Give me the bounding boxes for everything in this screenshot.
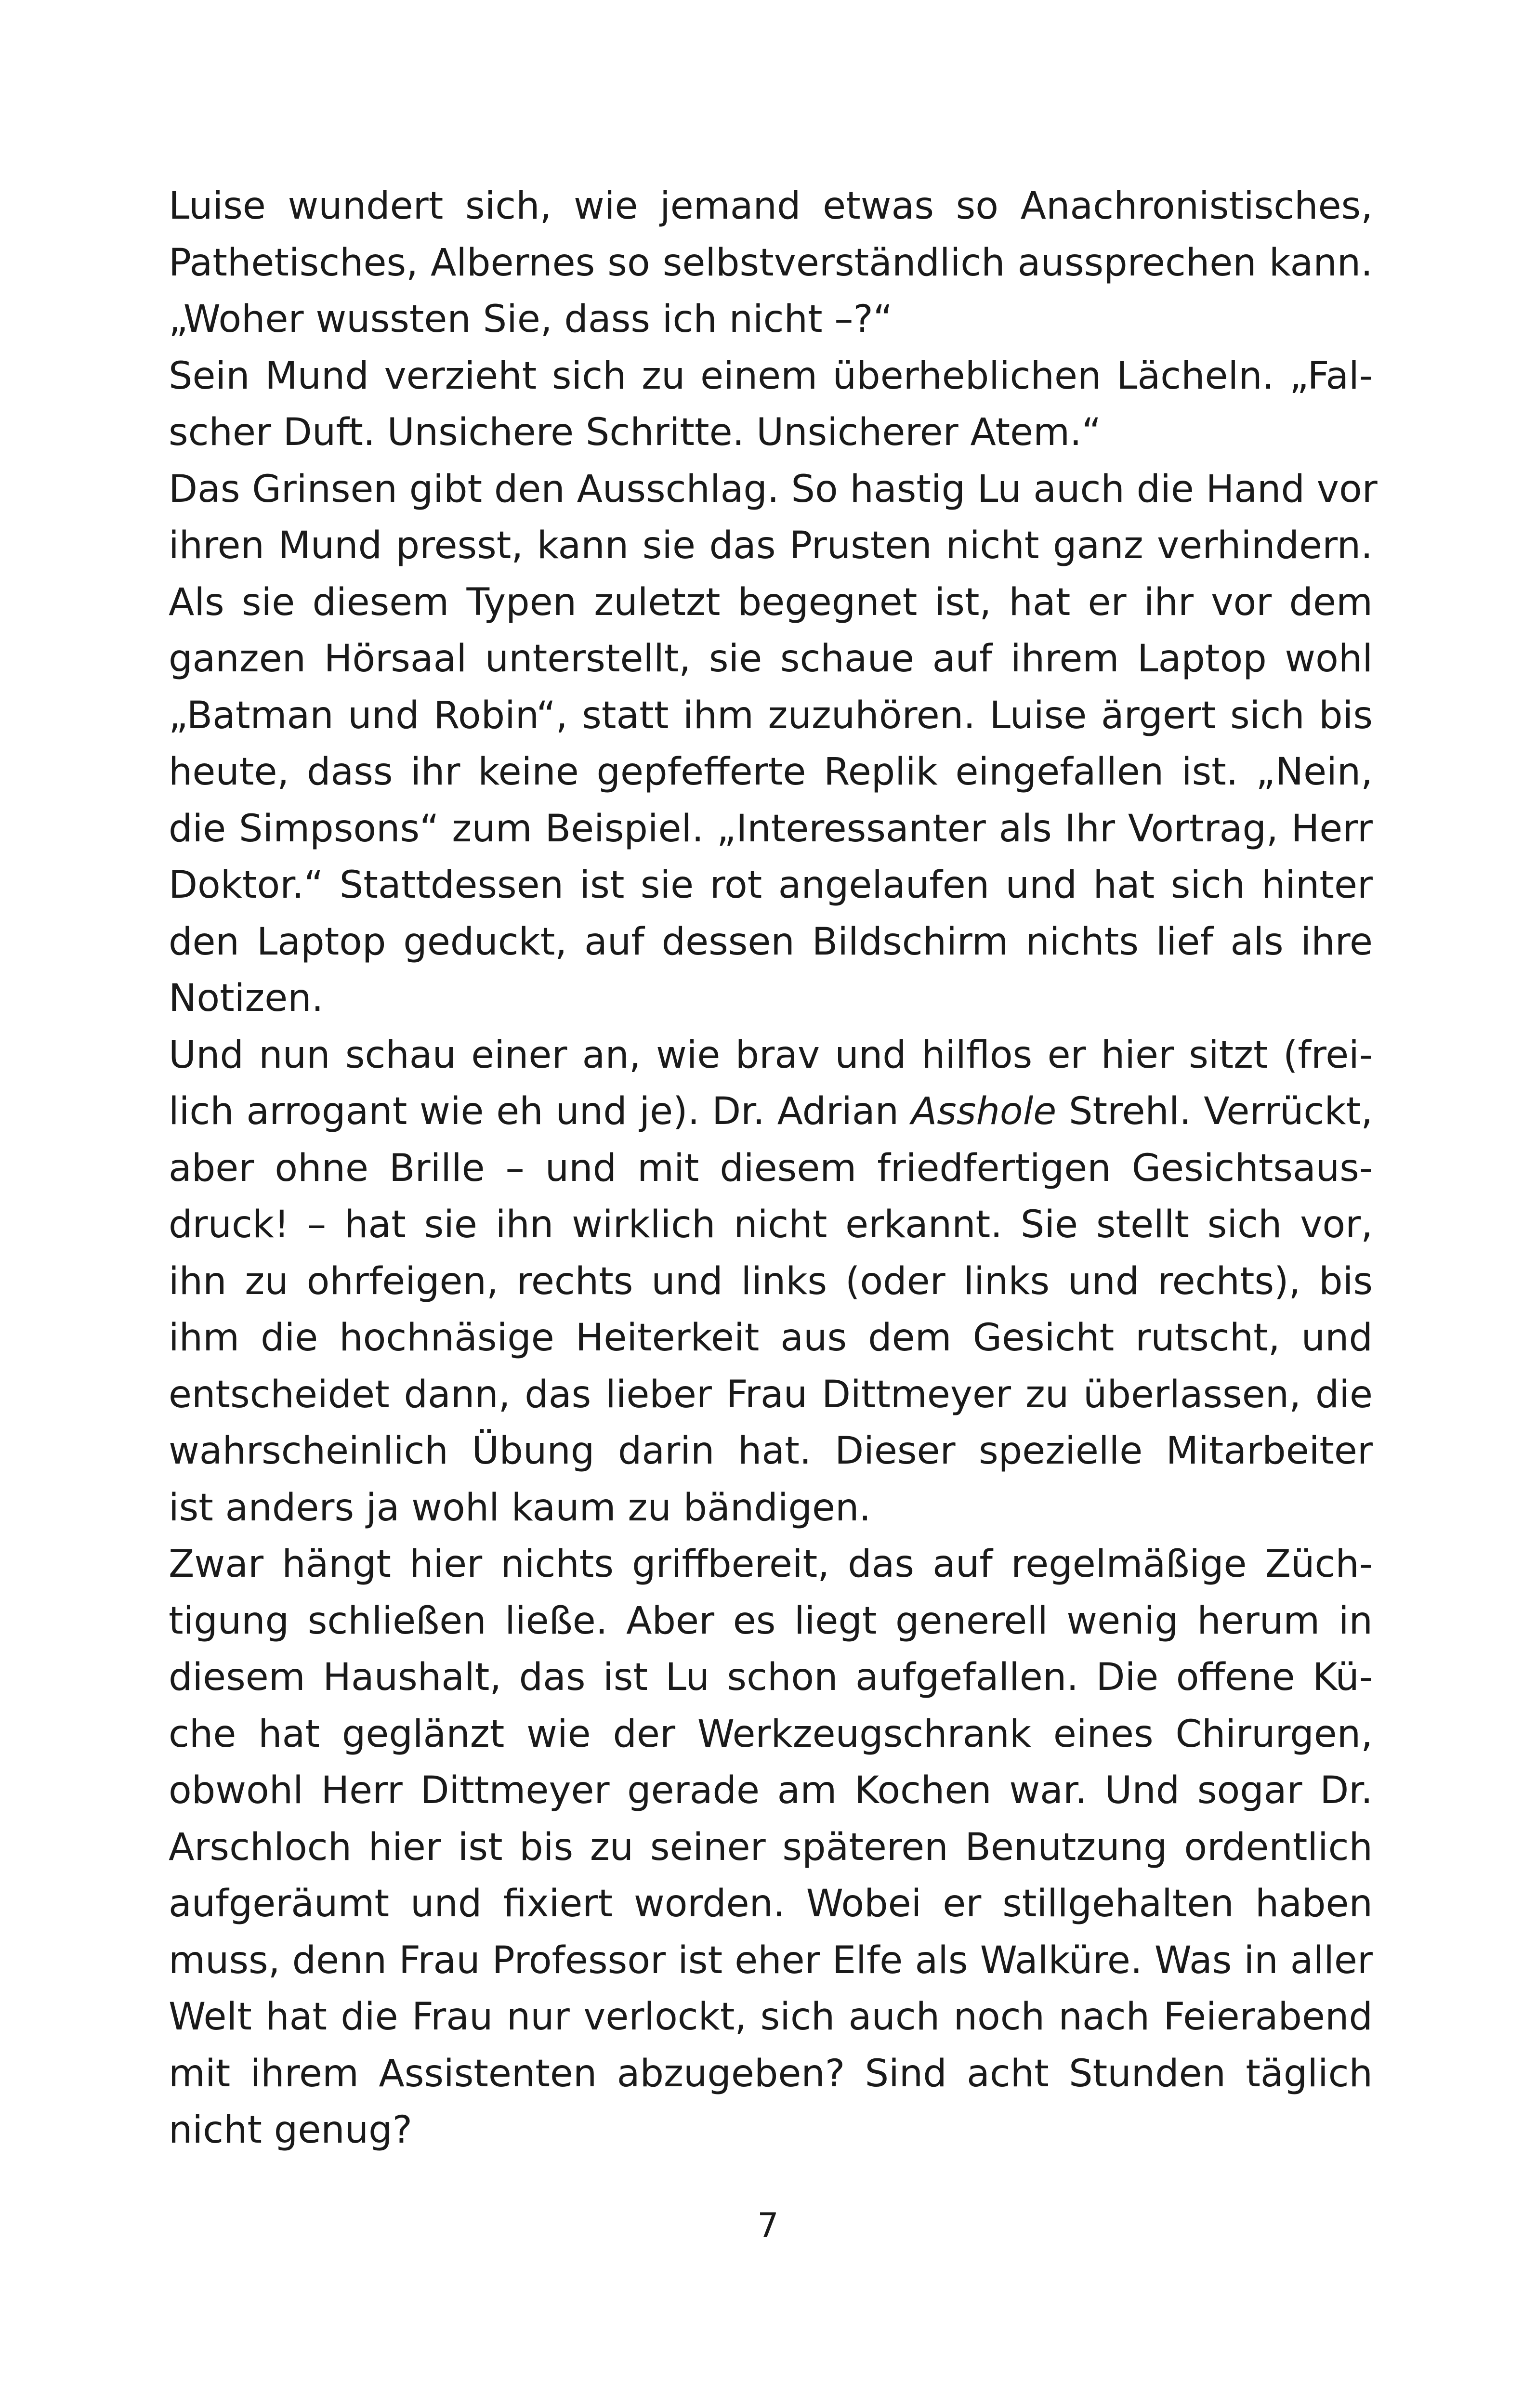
text-line: „Batman und Robin“, statt ihm zuzuhören. Luise ärgert sich bis bbox=[169, 694, 1373, 737]
text-line: entscheidet dann, das lieber Frau Dittmeyer zu überlassen, die bbox=[169, 1373, 1373, 1416]
text-line: den Laptop geduckt, auf dessen Bildschirm nichts lief als ihre bbox=[169, 920, 1373, 964]
text-line bbox=[169, 1084, 1373, 1140]
text-line: muss, denn Frau Professor ist eher Elfe als Walküre. Was in aller bbox=[169, 1938, 1373, 1982]
text-line: ihn zu ohrfeigen, rechts und links (oder links und rechts), bis bbox=[169, 1259, 1373, 1303]
text-segment: lich arrogant wie eh und je). Dr. Adrian bbox=[169, 1090, 911, 1133]
text-line: „Woher wussten Sie, dass ich nicht –?“ bbox=[169, 298, 893, 341]
text-line: Sein Mund verzieht sich zu einem überheblichen Lächeln. „Fal- bbox=[169, 354, 1373, 398]
text-line: Pathetisches, Albernes so selbstverständlich aussprechen kann. bbox=[169, 241, 1373, 285]
text-line: heute, dass ihr keine gepfefferte Replik eingefallen ist. „Nein, bbox=[169, 750, 1373, 794]
text-line: nicht genug? bbox=[169, 2108, 413, 2152]
text-line: Arschloch hier ist bis zu seiner späteren Benutzung ordentlich bbox=[169, 1825, 1373, 1869]
text-line: mit ihrem Assistenten abzugeben? Sind acht Stunden täglich bbox=[169, 2052, 1373, 2095]
text-line: Als sie diesem Typen zuletzt begegnet ist, hat er ihr vor dem bbox=[169, 580, 1373, 624]
text-line: diesem Haushalt, das ist Lu schon aufgefallen. Die offene Kü- bbox=[169, 1656, 1373, 1699]
text-line: Doktor.“ Stattdessen ist sie rot angelaufen und hat sich hinter bbox=[169, 864, 1373, 907]
page-number: 7 bbox=[757, 2206, 779, 2245]
text-line: wahrscheinlich Übung darin hat. Dieser spezielle Mitarbeiter bbox=[169, 1429, 1373, 1473]
body-text bbox=[169, 178, 1378, 2159]
text-line: Und nun schau einer an, wie brav und hilflos er hier sitzt (frei- bbox=[169, 1033, 1373, 1077]
text-line: scher Duft. Unsichere Schritte. Unsicherer Atem.“ bbox=[169, 411, 1102, 454]
text-line: Das Grinsen gibt den Ausschlag. So hastig Lu auch die Hand vor bbox=[169, 467, 1378, 511]
text-line: ganzen Hörsaal unterstellt, sie schaue auf ihrem Laptop wohl bbox=[169, 637, 1373, 681]
text-line: ist anders ja wohl kaum zu bändigen. bbox=[169, 1486, 871, 1530]
text-line: aber ohne Brille – und mit diesem friedfertigen Gesichtsaus- bbox=[169, 1146, 1373, 1190]
text-line: die Simpsons“ zum Beispiel. „Interessanter als Ihr Vortrag, Herr bbox=[169, 807, 1373, 851]
text-line: che hat geglänzt wie der Werkzeugschrank eines Chirurgen, bbox=[169, 1712, 1373, 1756]
text-line: obwohl Herr Dittmeyer gerade am Kochen war. Und sogar Dr. bbox=[169, 1769, 1373, 1812]
text-line: ihm die hochnäsige Heiterkeit aus dem Gesicht rutscht, und bbox=[169, 1316, 1373, 1360]
text-line: Notizen. bbox=[169, 977, 324, 1020]
text-line: aufgeräumt und fixiert worden. Wobei er stillgehalten haben bbox=[169, 1882, 1373, 1925]
text-line: tigung schließen ließe. Aber es liegt generell wenig herum in bbox=[169, 1599, 1373, 1643]
italic-name: Asshole bbox=[911, 1090, 1057, 1133]
text-line: Zwar hängt hier nichts griffbereit, das auf regelmäßige Züch- bbox=[169, 1543, 1373, 1586]
text-line: druck! – hat sie ihn wirklich nicht erkannt. Sie stellt sich vor, bbox=[169, 1203, 1373, 1246]
text-segment: Strehl. Verrückt, bbox=[1056, 1090, 1373, 1133]
text-line: Luise wundert sich, wie jemand etwas so Anachronistisches, bbox=[169, 184, 1373, 228]
text-line: Welt hat die Frau nur verlockt, sich auch noch nach Feierabend bbox=[169, 1995, 1373, 2039]
text-line: ihren Mund presst, kann sie das Prusten nicht ganz verhindern. bbox=[169, 524, 1373, 567]
